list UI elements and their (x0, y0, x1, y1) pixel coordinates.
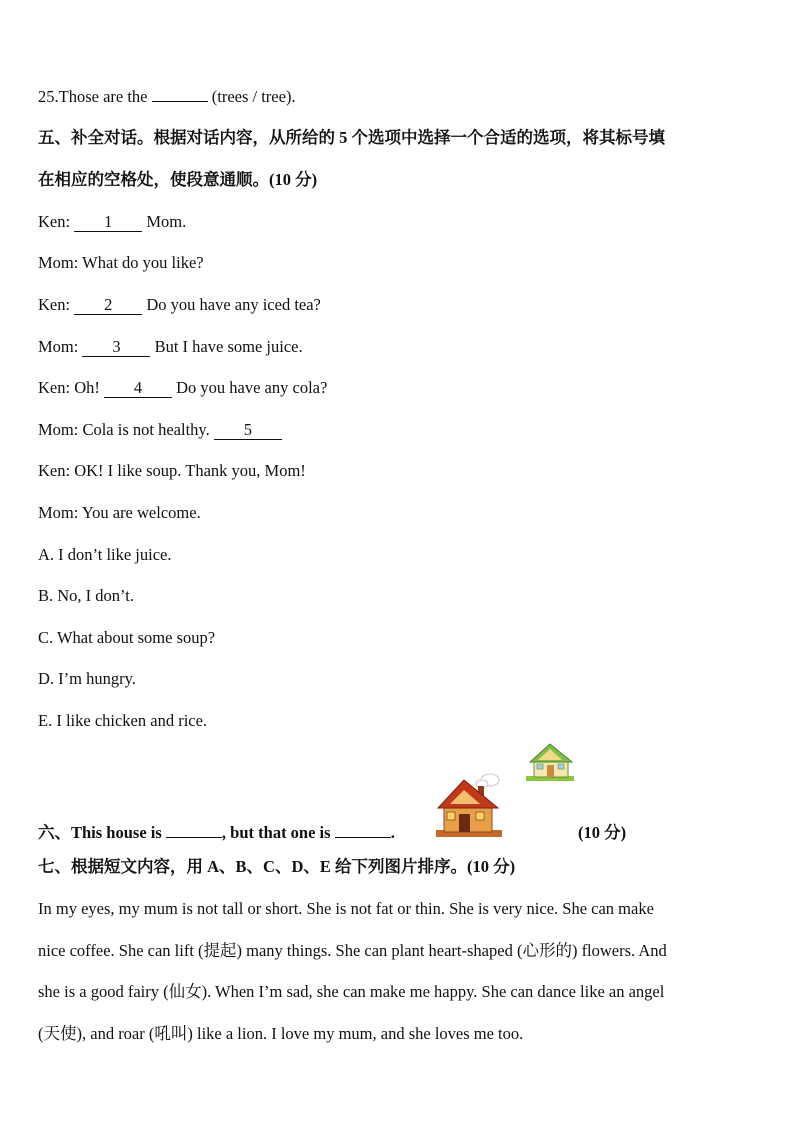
dialogue-line-2: Mom: What do you like? (38, 253, 204, 272)
option-c: C. What about some soup? (38, 628, 216, 647)
section7-title: 七、根据短文内容，用 A、B、C、D、E 给下列图片排序。(10 分) (38, 857, 516, 876)
blank-3[interactable]: 3 (82, 338, 150, 357)
blank-1[interactable]: 1 (74, 213, 142, 232)
big-house-icon (434, 770, 504, 838)
option-e: E. I like chicken and rice. (38, 711, 208, 730)
dialogue-text: Do you have any iced tea? (146, 295, 321, 314)
option-a: A. I don’t like juice. (38, 545, 172, 564)
dialogue-text: But I have some juice. (154, 337, 303, 356)
small-house-icon (524, 740, 576, 782)
section6-end: . (390, 823, 395, 842)
section6-score: (10 分) (578, 823, 627, 842)
blank-4[interactable]: 4 (104, 379, 172, 398)
dialogue-line-6 (38, 419, 282, 441)
dialogue-line-1 (38, 211, 186, 233)
speaker: Ken: Oh! (38, 378, 100, 397)
question-25 (38, 86, 296, 108)
speaker: Mom: (38, 337, 79, 356)
speaker: Ken: (38, 212, 71, 231)
section5-instruction-line2: 在相应的空格处，使段意通顺。(10 分) (38, 170, 318, 189)
q25-blank[interactable] (152, 101, 208, 102)
option-d: D. I’m hungry. (38, 669, 136, 688)
passage-line-4: (天使), and roar (吼叫) like a lion. I love my mum, and she loves me too. (38, 1024, 524, 1043)
section6-blank-2[interactable] (335, 837, 391, 838)
dialogue-text: Mom. (146, 212, 187, 231)
dialogue-text: Do you have any cola? (176, 378, 328, 397)
section6-line (38, 822, 395, 844)
q25-prefix: 25.Those are the (38, 87, 148, 106)
dialogue-line-7: Ken: OK! I like soup. Thank you, Mom! (38, 461, 306, 480)
dialogue-line-8: Mom: You are welcome. (38, 503, 201, 522)
dialogue-line-3 (38, 294, 321, 316)
dialogue-line-5 (38, 377, 327, 399)
blank-5[interactable]: 5 (214, 421, 282, 440)
section6-blank-1[interactable] (166, 837, 222, 838)
section5-instruction-line1: 五、补全对话。根据对话内容，从所给的 5 个选项中选择一个合适的选项，将其标号填 (38, 128, 665, 147)
blank-2[interactable]: 2 (74, 296, 142, 315)
passage-line-2: nice coffee. She can lift (提起) many things. She can plant heart-shaped (心形的) flowers. And (38, 941, 667, 960)
section6-middle: , but that one is (221, 823, 331, 842)
option-b: B. No, I don’t. (38, 586, 134, 605)
q25-suffix: (trees / tree). (211, 87, 296, 106)
passage-line-1: In my eyes, my mum is not tall or short. She is not fat or thin. She is very nice. She can make (38, 899, 654, 918)
section6-prefix: 六、This house is (38, 823, 162, 842)
speaker: Ken: (38, 295, 71, 314)
speaker: Mom: Cola is not healthy. (38, 420, 210, 439)
dialogue-line-4 (38, 336, 303, 358)
passage-line-3: she is a good fairy (仙女). When I’m sad, she can make me happy. She can dance like an angel (38, 982, 665, 1001)
